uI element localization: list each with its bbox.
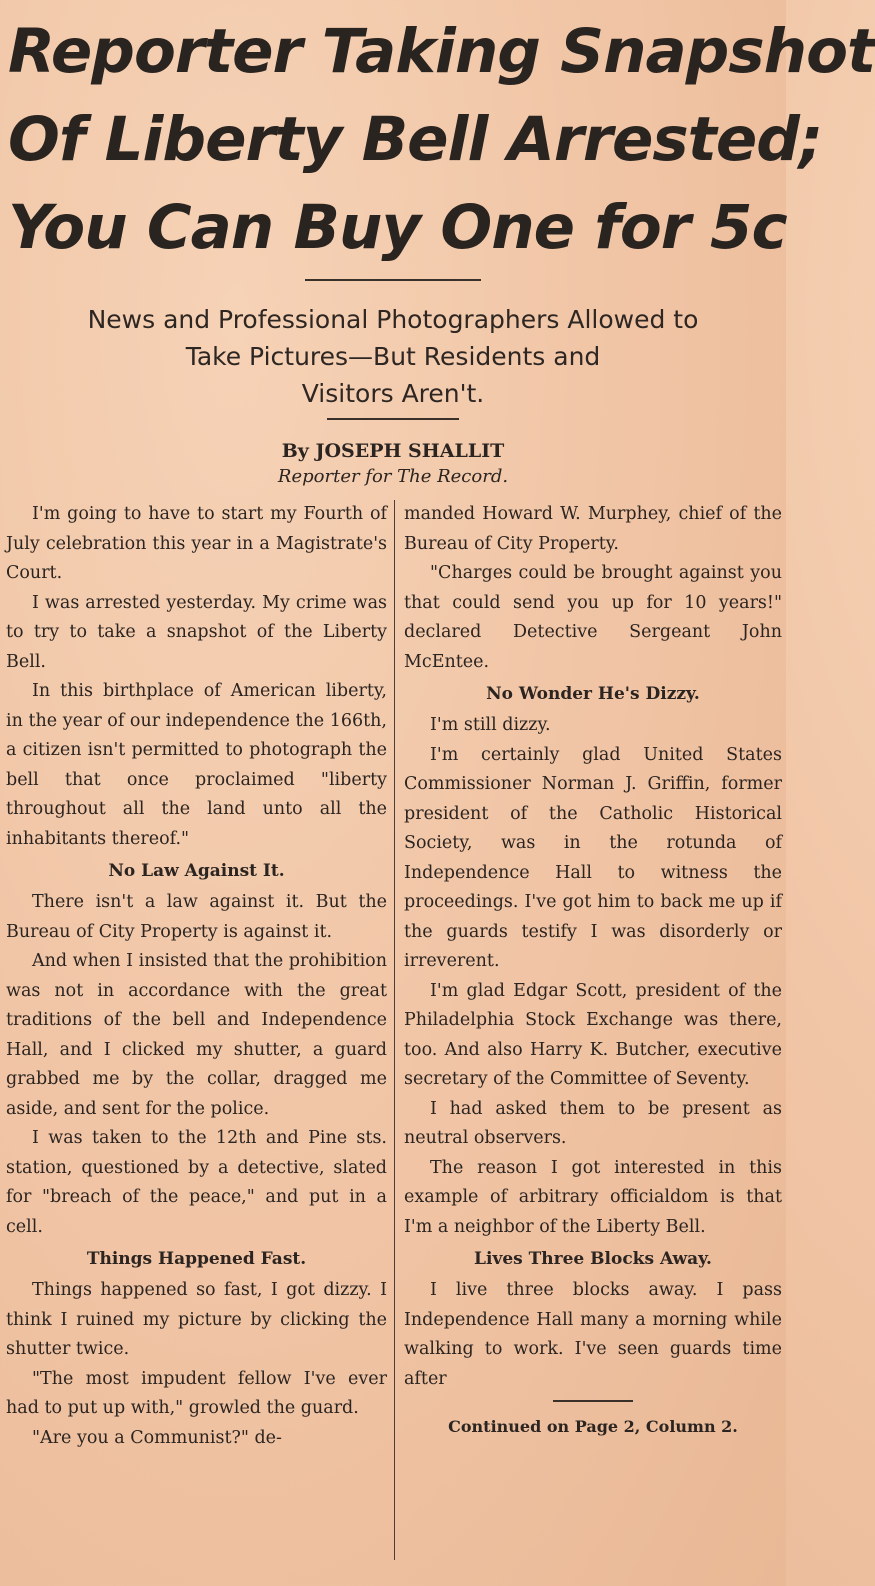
- paragraph: The reason I got interested in this example of arbitrary officialdom is that I'm a neighbor of the Liberty Bell.: [404, 1157, 782, 1237]
- paragraph: I had asked them to be present as neutral observers.: [404, 1098, 782, 1148]
- paragraph: manded Howard W. Murphey, chief of the Bureau of City Property.: [404, 504, 782, 554]
- subhead: Things Happened Fast.: [86, 1249, 307, 1269]
- deck-line-1: News and Professional Photographers Allowed to: [87, 305, 699, 334]
- headline: [4, 8, 875, 272]
- paragraph: "Charges could be brought against you that could send you up for 10 years!" declared Detective Sergeant John McEntee.: [404, 563, 782, 672]
- headline-divider: [305, 279, 481, 281]
- deck-subheadline: [4, 301, 782, 412]
- subhead: No Wonder He's Dizzy.: [486, 684, 700, 704]
- article-columns: [4, 500, 782, 1560]
- deck-line-3: Visitors Aren't.: [301, 379, 485, 408]
- byline-credit: Reporter for The Record.: [277, 466, 509, 487]
- right-column: [394, 500, 782, 1560]
- paragraph: I live three blocks away. I pass Independence Hall many a morning while walking to work. I've seen guards time after: [404, 1280, 782, 1389]
- continued-note: Continued on Page 2, Column 2.: [448, 1417, 738, 1436]
- left-column: [4, 500, 394, 1560]
- paragraph: I was taken to the 12th and Pine sts. station, questioned by a detective, slated for "breach of the peace," and put in a cell.: [6, 1128, 387, 1237]
- paragraph: I was arrested yesterday. My crime was to try to take a snapshot of the Liberty Bell.: [6, 592, 387, 672]
- paragraph: And when I insisted that the prohibition was not in accordance with the great traditions of the bell and Independence Hall, and I clicked my shutter, a guard grabbed me by the collar, dragged me aside, and sent for the police.: [6, 951, 387, 1119]
- paragraph: Things happened so fast, I got dizzy. I think I ruined my picture by clicking the shutter twice.: [6, 1280, 387, 1359]
- deck-line-2: Take Pictures—But Residents and: [185, 342, 601, 371]
- subhead: Lives Three Blocks Away.: [474, 1249, 712, 1269]
- paragraph: I'm glad Edgar Scott, president of the Philadelphia Stock Exchange was there, too. And also Harry K. Butcher, executive secretary of the Committee of Seventy.: [404, 980, 782, 1089]
- paragraph: There isn't a law against it. But the Bureau of City Property is against it.: [6, 892, 387, 942]
- headline-line-2: Of Liberty Bell Arrested;: [8, 104, 823, 175]
- paragraph: I'm going to have to start my Fourth of July celebration this year in a Magistrate's Court.: [6, 504, 387, 583]
- subhead: No Law Against It.: [108, 861, 285, 881]
- deck-divider: [327, 418, 459, 420]
- continued-divider: [553, 1400, 633, 1402]
- headline-line-3: You Can Buy One for 5c: [8, 192, 787, 263]
- paragraph: "Are you a Communist?" de-: [32, 1427, 282, 1448]
- byline: By JOSEPH SHALLIT: [281, 440, 505, 462]
- headline-line-1: Reporter Taking Snapshot: [8, 16, 875, 87]
- paragraph: I'm still dizzy.: [430, 715, 551, 735]
- paragraph: I'm certainly glad United States Commissioner Norman J. Griffin, former president of the Catholic Historical Society, was in the rotunda of Independence Hall to witness the proceedings. I've got him to back me up if the guards testify I was disorderly or irreverent.: [404, 744, 782, 971]
- paragraph: In this birthplace of American liberty, in the year of our independence the 166th, a citizen isn't permitted to photograph the bell that once proclaimed "liberty throughout all the land unto all the inhabitants thereof.": [6, 681, 387, 849]
- paragraph: "The most impudent fellow I've ever had to put up with," growled the guard.: [6, 1368, 387, 1418]
